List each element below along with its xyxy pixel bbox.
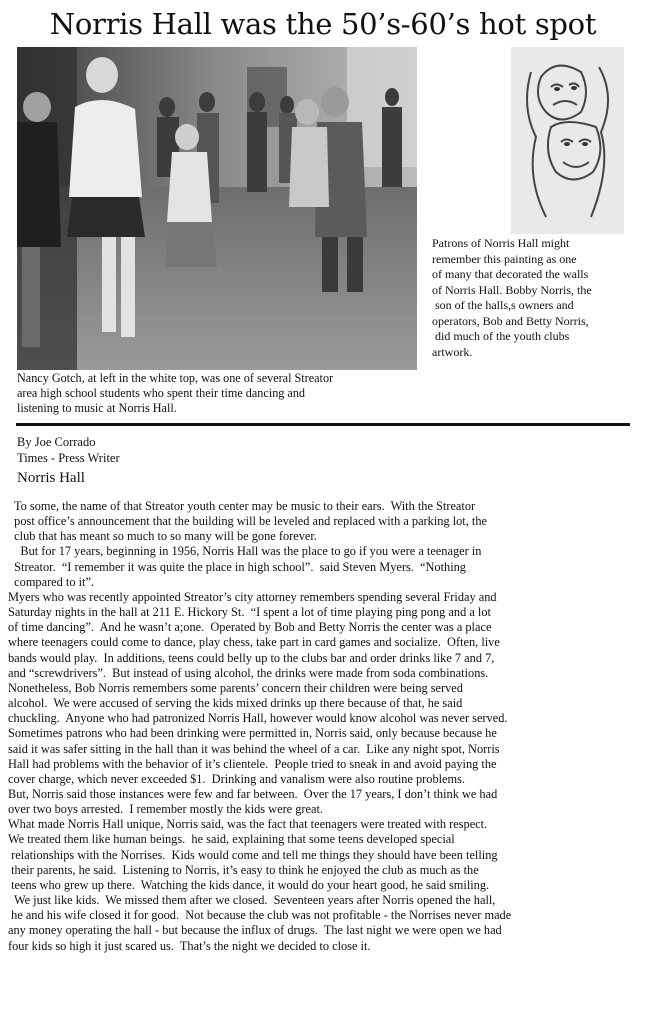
body-line: bands would play. In additions, teens could belly up to the clubs bar and order drinks like 7 and 7,: [8, 650, 495, 665]
body-line: Hall had problems with the behavior of it’s clientele. People tried to sneak in and avoid paying the: [8, 756, 497, 771]
body-line: cover charge, which never exceeded $1. Drinking and vanalism were also routine problems.: [8, 771, 466, 786]
body-line: Sometimes patrons who had been drinking were permitted in, Norris said, only because because he: [8, 726, 497, 741]
caption-line: son of the halls,s owners and: [432, 298, 574, 312]
dance-photo-caption: [17, 371, 427, 416]
body-line: post office’s announcement that the building will be leveled and replaced with a parking lot, the: [8, 514, 487, 529]
caption-line: listening to music at Norris Hall.: [17, 401, 177, 415]
caption-line: did much of the youth clubs: [432, 329, 570, 343]
headline: Norris Hall was the 50’s-60’s hot spot: [49, 7, 597, 41]
byline-role: Times - Press Writer: [17, 451, 120, 465]
body-line: Streator. “I remember it was quite the place in high school”. said Steven Myers. “Nothing: [8, 559, 466, 574]
body-line: their parents, he said. Listening to Norris, it’s easy to think he enjoyed the club as much as the: [8, 862, 479, 877]
caption-line: remember this painting as one: [432, 251, 577, 266]
body-line: alcohol. We were accused of serving the kids mixed drinks up there because of that, he said: [8, 696, 463, 711]
article-body: [8, 499, 640, 954]
body-line: We treated them like human beings. he said, explaining that some teens developed special: [8, 832, 455, 847]
caption-line: of Norris Hall. Bobby Norris, the: [432, 282, 592, 297]
body-line: club that has meant so much to so many will be gone forever.: [8, 529, 317, 544]
body-line: he and his wife closed it for good. Not because the club was not profitable - the Norrises never made: [8, 908, 512, 923]
dance-photo: [17, 47, 417, 370]
caption-line: of many that decorated the walls: [432, 267, 589, 281]
body-line: Saturday nights in the hall at 211 E. Hickory St. “I spent a lot of time playing ping pong and a lot: [8, 605, 491, 620]
body-line: We just like kids. We missed them after we closed. Seventeen years after Norris opened the hall,: [8, 893, 496, 908]
body-line: Myers who was recently appointed Streator’s city attorney remembers spending several Friday and: [8, 589, 497, 604]
body-line: over two boys arrested. I remember mostly the kids were great.: [8, 802, 324, 817]
body-line: four kids so high it just scared us. That’s the night we decided to close it.: [8, 938, 371, 953]
body-line: But, Norris said those instances were few and far between. Over the 17 years, I don’t think we had: [8, 786, 498, 801]
byline: [17, 434, 120, 466]
painting-photo: [511, 47, 624, 234]
body-line: any money operating the hall - but because the influx of drugs. The last night we were open we had: [8, 923, 502, 938]
caption-line: Patrons of Norris Hall might: [432, 236, 570, 250]
body-line: of time dancing”. And he wasn’t a;one. Operated by Bob and Betty Norris the center was a place: [8, 620, 492, 635]
body-line: chuckling. Anyone who had patronized Norris Hall, however would know alcohol was never served.: [8, 711, 508, 726]
byline-author: By Joe Corrado: [17, 435, 96, 449]
body-line: where teenagers could come to dance, play chess, take part in card games and socialize. Often, live: [8, 635, 500, 650]
body-line: relationships with the Norrises. Kids would come and tell me things they should have been telling: [8, 847, 498, 862]
body-line: Nonetheless, Bob Norris remembers some parents’ concern their children were being served: [8, 680, 463, 695]
body-line: compared to it”.: [8, 574, 95, 589]
painting-caption: [432, 236, 637, 360]
caption-line: artwork.: [432, 344, 473, 359]
body-line: teens who grew up there. Watching the kids dance, it would do your heart good, he said smiling.: [8, 877, 490, 892]
caption-line: area high school students who spent their time dancing and: [17, 386, 306, 400]
article-kicker: Norris Hall: [17, 470, 85, 486]
body-line: But for 17 years, beginning in 1956, Norris Hall was the place to go if you were a teenager in: [8, 544, 482, 559]
body-line: said it was safer sitting in the hall than it was behind the wheel of a car. Like any night spot, Norris: [8, 741, 500, 756]
body-line: What made Norris Hall unique, Norris said, was the fact that teenagers were treated with respect.: [8, 817, 488, 832]
body-line: and “screwdrivers”. But instead of using alcohol, the drinks were made from soda combinations.: [8, 665, 489, 680]
section-divider: [16, 423, 630, 426]
body-line: To some, the name of that Streator youth center may be music to their ears. With the Streator: [8, 499, 476, 513]
caption-line: Nancy Gotch, at left in the white top, was one of several Streator: [17, 371, 334, 385]
caption-line: operators, Bob and Betty Norris,: [432, 313, 589, 328]
